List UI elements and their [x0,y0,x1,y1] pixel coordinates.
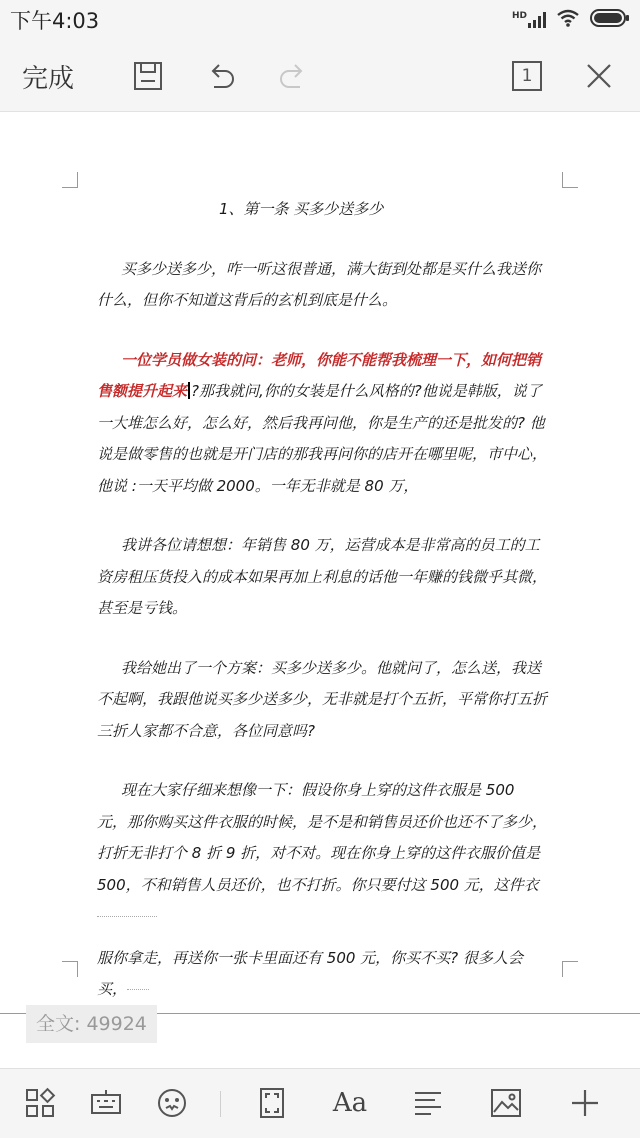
keyboard-icon[interactable] [84,1081,128,1125]
word-count-badge: 全文: 49924 [26,1005,157,1043]
page-corner-mark-bottom-right [562,961,578,977]
paragraph-1: 买多少送多少，咋一听这很普通，满大街到处都是买什么我送你什么，但你不知道这背后的玄机到底是什么。 [97,259,542,309]
document-body[interactable] [97,194,547,1006]
page-corner-mark-top-right [562,172,578,188]
paragraph-6-text: 服你拿走，再送你一张卡里面还有 500 元，你买不买? 很多人会买， [97,948,523,998]
font-format-icon[interactable]: Aa [332,1088,368,1118]
status-time: 下午4:03 [10,9,100,33]
fullscreen-icon[interactable] [250,1081,294,1125]
add-icon[interactable] [563,1081,607,1125]
document-page[interactable] [0,112,640,1012]
paragraph-5-text: 现在大家仔细来想像一下：假设你身上穿的这件衣服是 500 元，那你购买这件衣服的时候，是不是和销售员还价也还不了多少，打折无非打个 8 折 9 折，对不对。现在你身上穿的这件衣服价值是 500，不和销售人员还价，也不打折。你只要付这 500 元，这件衣 [97,781,548,894]
line-fill-dots [127,989,149,990]
wifi-icon [556,9,580,31]
highlighted-question: 一位学员做女装的问：老师，你能不能帮我梳理一下，如何把销售额提升起来 [97,350,542,400]
status-bar [0,0,640,40]
text-cursor [188,382,190,399]
paragraph-3: 我讲各位请想想：年销售 80 万，运营成本是非常高的员工的工资房租压货投入的成本如果再加上利息的话他一年赚的钱微乎其微，甚至是亏钱。 [97,536,548,617]
paragraph-5 [97,775,547,933]
paragraph-2-rest: ?那我就问,你的女装是什么风格的?他说是韩版，说了一大堆怎么好，怎么好，然后我再问他，你是生产的还是批发的? 他说是做零售的也就是开门店的那我再问你的店开在哪里呢，市中心，他说 :一天平均做 2000。一年无非就是 80 万， [97,382,548,495]
paragraph-2 [97,345,547,503]
insert-image-icon[interactable] [484,1081,528,1125]
close-icon[interactable] [582,40,616,112]
toolbar-separator [220,1091,221,1117]
page-corner-mark-bottom-left [62,961,78,977]
network-type-label: HD [511,11,527,21]
apps-grid-icon[interactable] [18,1081,62,1125]
page-count-button[interactable] [510,40,544,112]
paragraph-align-icon[interactable] [406,1081,450,1125]
bottom-toolbar [0,1068,640,1138]
page-corner-mark-top-left [62,172,78,188]
line-fill-dots [97,916,157,917]
paragraph-6 [97,943,547,1006]
editor-toolbar [0,40,640,112]
status-icons [512,9,630,31]
undo-icon[interactable] [203,40,239,112]
redo-icon[interactable] [275,40,311,112]
done-button[interactable]: 完成 [22,63,75,94]
paragraph-4: 我给她出了一个方案：买多少送多少。他就问了，怎么送，我送不起啊，我跟他说买多少送多少，无非就是打个五折，平常你打五折三折人家都不合意，各位同意吗? [97,658,548,740]
cellular-signal-icon [512,12,546,28]
battery-icon [590,9,630,31]
document-heading: 1、第一条 买多少送多少 [219,200,384,218]
assistant-icon[interactable] [150,1081,194,1125]
save-icon[interactable] [130,40,166,112]
page-count-label: 1 [512,61,542,91]
